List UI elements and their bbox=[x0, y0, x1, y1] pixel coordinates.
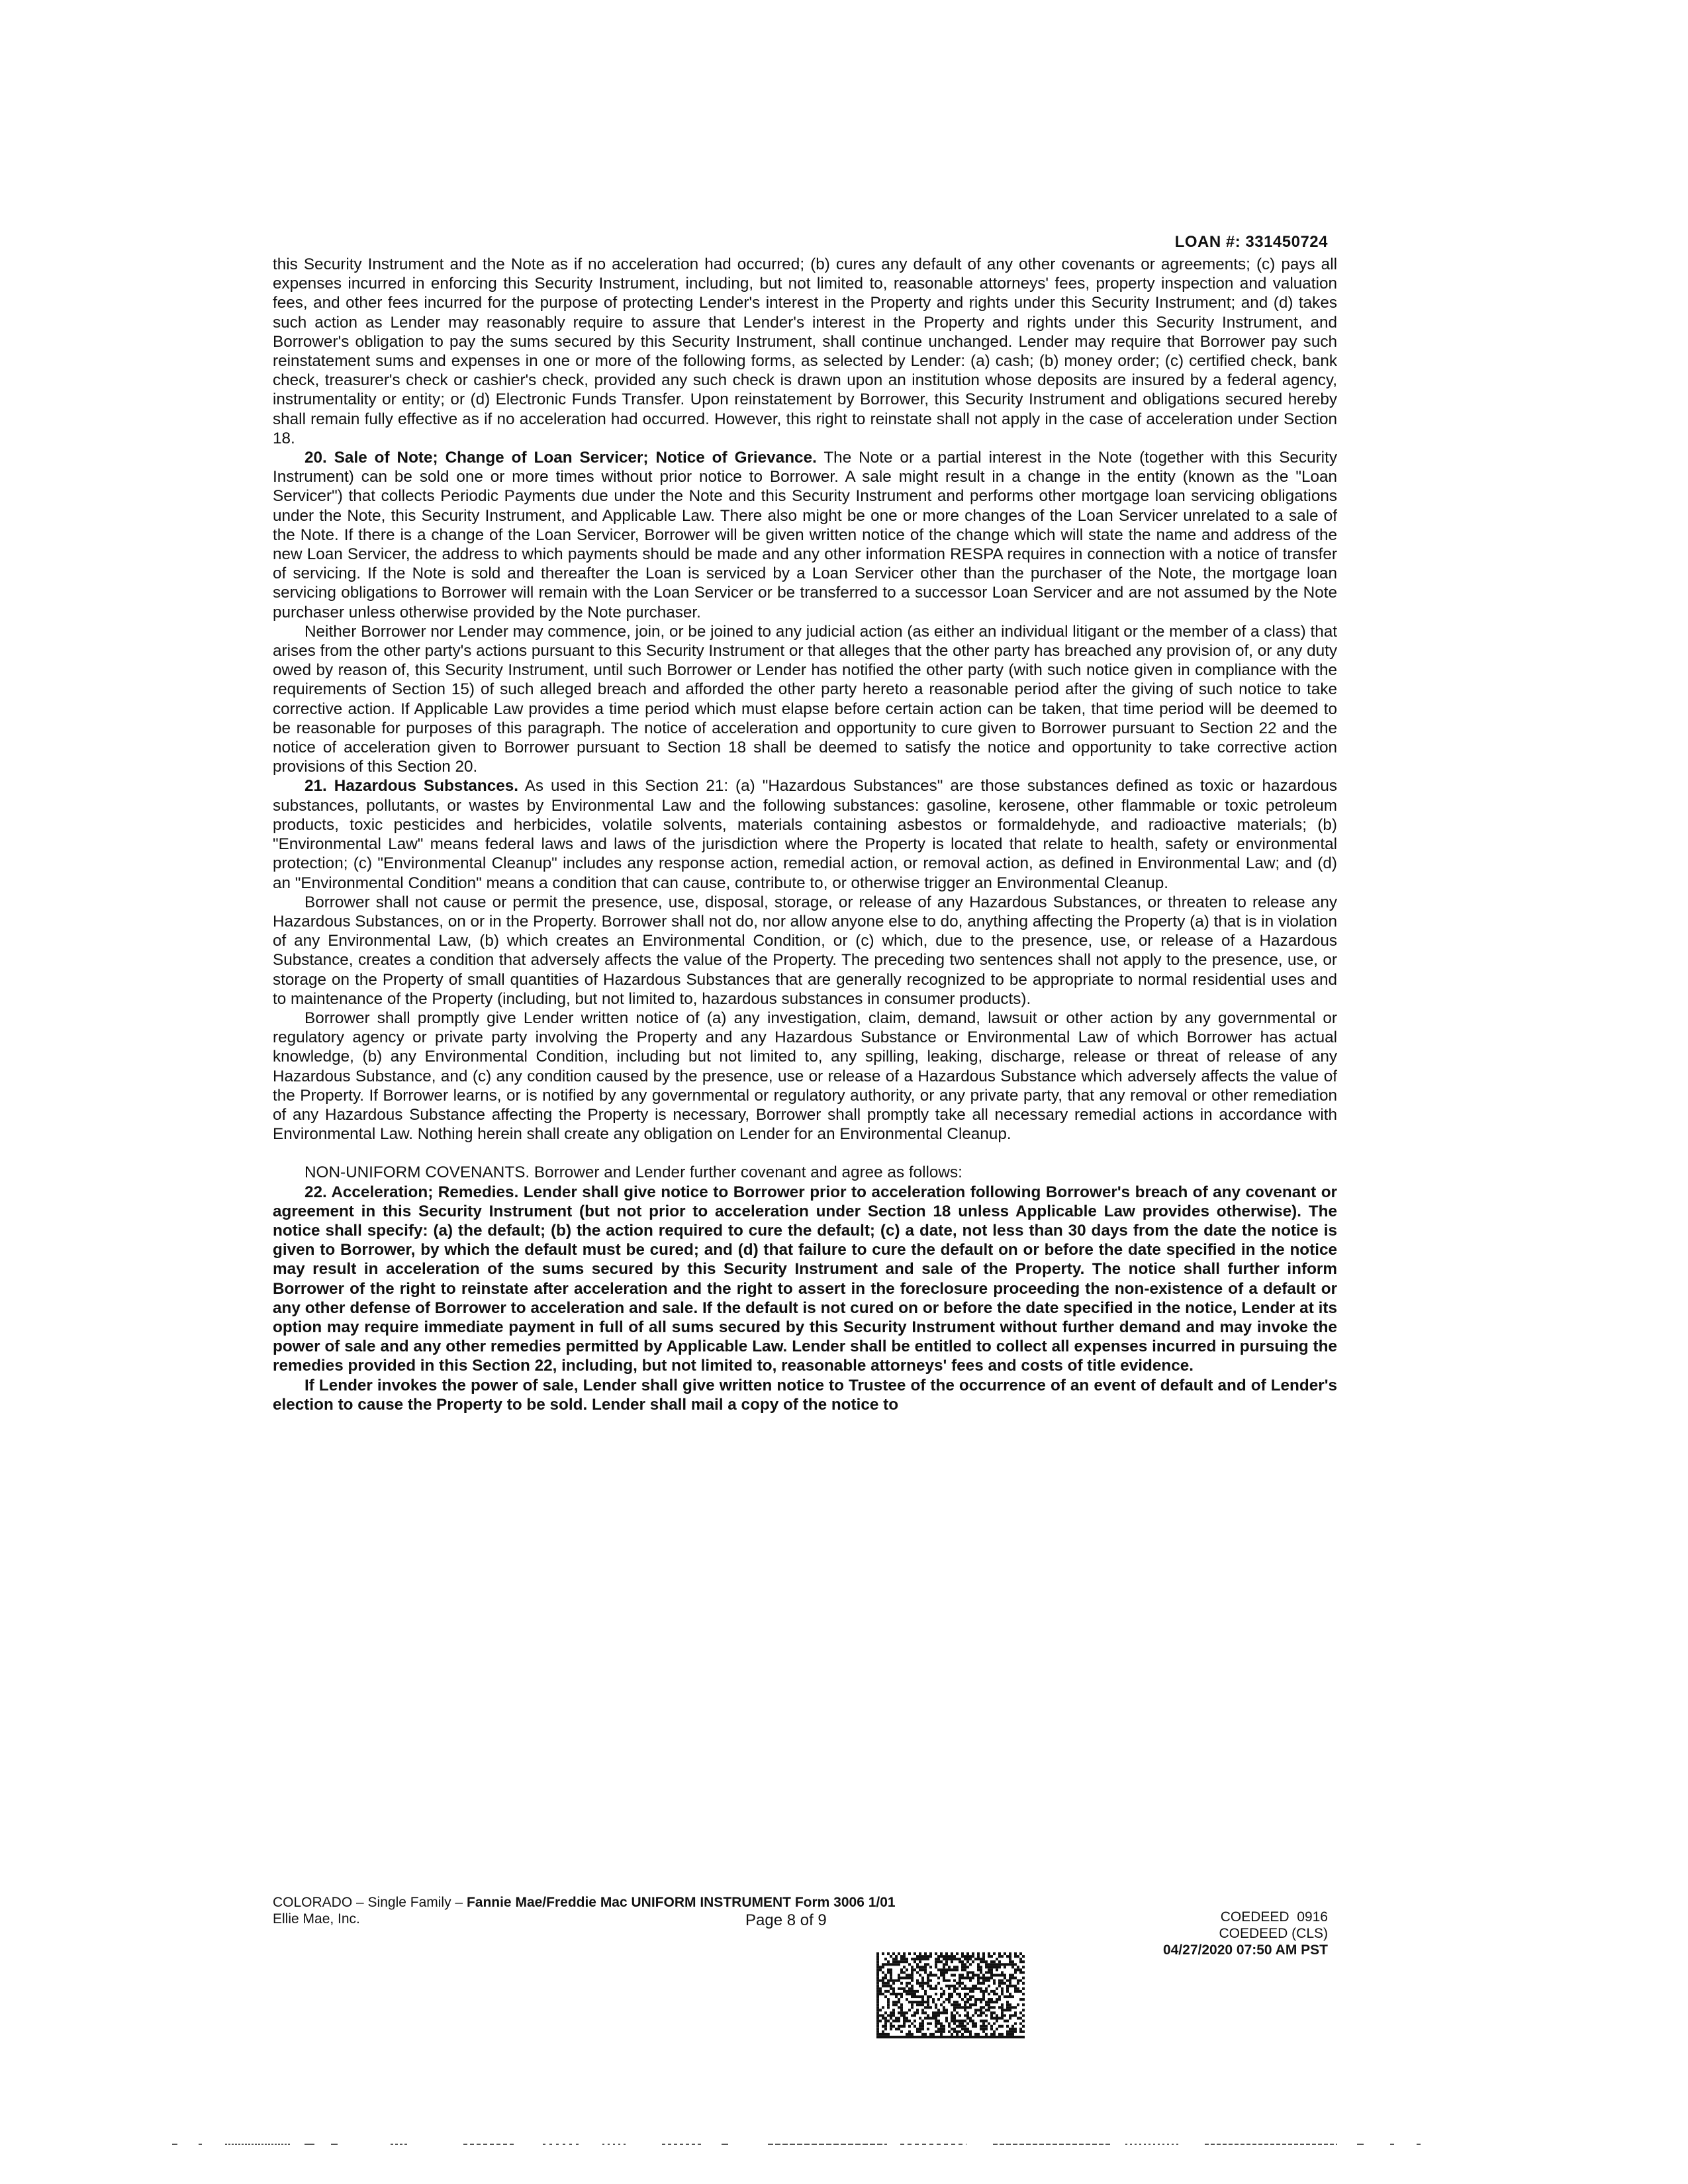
section-21-paragraph bbox=[273, 776, 1337, 892]
form-identifier bbox=[273, 1894, 896, 1911]
section-21-heading: 21. Hazardous Substances. bbox=[305, 777, 519, 796]
non-uniform-covenants: NON-UNIFORM COVENANTS. Borrower and Lender further covenant and agree as follows: bbox=[305, 1163, 962, 1182]
form-state: COLORADO – Single Family – bbox=[273, 1895, 467, 1910]
print-timestamp: 04/27/2020 07:50 AM PST bbox=[1162, 1942, 1328, 1958]
2d-barcode-icon bbox=[876, 1952, 1025, 2038]
section-20-heading: 20. Sale of Note; Change of Loan Servicer; Notice of Grievance. bbox=[305, 449, 817, 467]
scan-artifact-line bbox=[172, 2138, 1443, 2151]
section-22-paragraph: 22. Acceleration; Remedies. Lender shall give notice to Borrower prior to acceleration following Borrower's breach of any covenant or agreement in this Security Instrument (but not prior to acceleration under Section 18 unless Applicable Law provides otherwise). The notice shall specify: (a) the default; (b) the action required to cure the default; (c) a date, not less than 30 days from the date the notice is given to Borrower, by which the default must be cured; and (d) that failure to cure the default on or before the date specified in the notice may result in acceleration of the sums secured by this Security Instrument and sale of the Property. The notice shall further inform Borrower of the right to reinstate after acceleration and the right to assert in the foreclosure proceeding the non-existence of a default or any other defense of Borrower to acceleration and sale. If the default is not cured on or before the date specified in the notice, Lender at its option may require immediate payment in full of all sums secured by this Security Instrument without further demand and may invoke the power of sale and any other remedies permitted by Applicable Law. Lender shall be entitled to collect all expenses incurred in pursuing the remedies provided in this Section 22, including, but not limited to, reasonable attorneys' fees and costs of title evidence. bbox=[273, 1183, 1337, 1375]
page-number: Page 8 of 9 bbox=[745, 1911, 827, 1929]
form-title: Fannie Mae/Freddie Mac UNIFORM INSTRUMENT Form 3006 1/01 bbox=[466, 1895, 896, 1910]
section-20-paragraph bbox=[273, 448, 1337, 622]
section-21-paragraph-3: Borrower shall promptly give Lender written notice of (a) any investigation, claim, demand, lawsuit or other action by any governmental or regulatory agency or private party involving the Property and any Hazardous Substance or Environmental Law of which Borrower has actual knowledge, (b) any Environmental Condition, including but not limited to, any spilling, leaking, discharge, release or threat of release of any Hazardous Substance, and (c) any condition caused by the presence, use or release of a Hazardous Substance which adversely affects the value of the Property. If Borrower learns, or is notified by any governmental or regulatory authority, or any private party, that any removal or other remediation of any Hazardous Substance affecting the Property is necessary, Borrower shall promptly take all necessary remedial actions in accordance with Environmental Law. Nothing herein shall create any obligation on Lender for an Environmental Cleanup. bbox=[273, 1009, 1337, 1144]
company-name: Ellie Mae, Inc. bbox=[273, 1911, 360, 1927]
section-20-paragraph-2: Neither Borrower nor Lender may commence, join, or be joined to any judicial action (as either an individual litigant or the member of a class) that arises from the other party's actions pursuant to this Security Instrument or that alleges that the other party has breached any provision of, or any duty owed by reason of, this Security Instrument, until such Borrower or Lender has notified the other party (with such notice given in compliance with the requirements of Section 15) of such alleged breach and afforded the other party hereto a reasonable period after the giving of such notice to take corrective action. If Applicable Law provides a time period which must elapse before certain action can be taken, that time period will be deemed to be reasonable for purposes of this paragraph. The notice of acceleration and opportunity to cure given to Borrower pursuant to Section 22 and the notice of acceleration given to Borrower pursuant to Section 18 shall be deemed to satisfy the notice and opportunity to take corrective action provisions of this Section 20. bbox=[273, 622, 1337, 776]
loan-number: LOAN #: 331450724 bbox=[1174, 233, 1328, 251]
doc-code-2: COEDEED (CLS) bbox=[1219, 1926, 1328, 1941]
section-20-body: The Note or a partial interest in the Note (together with this Security Instrument) can be sold one or more times without prior notice to Borrower. A sale might result in a change in the entity (known as the "Loan Servicer") that collects Periodic Payments due under the Note and this Security Instrument and performs other mortgage loan servicing obligations under the Note, this Security Instrument, and Applicable Law. There also might be one or more changes of the Loan Servicer unrelated to a sale of the Note. If there is a change of the Loan Servicer, Borrower will be given written notice of the change which will state the name and address of the new Loan Servicer, the address to which payments should be made and any other information RESPA requires in connection with a notice of transfer of servicing. If the Note is sold and thereafter the Loan is serviced by a Loan Servicer other than the purchaser of the Note, the mortgage loan servicing obligations to Borrower will remain with the Loan Servicer or be transferred to a successor Loan Servicer and are not assumed by the Note purchaser unless otherwise provided by the Note purchaser. bbox=[273, 449, 1337, 621]
section-21-paragraph-2: Borrower shall not cause or permit the presence, use, disposal, storage, or release of any Hazardous Substances, or threaten to release any Hazardous Substances, on or in the Property. Borrower shall not do, nor allow anyone else to do, anything affecting the Property (a) that is in violation of any Environmental Law, (b) which creates an Environmental Condition, or (c) which, due to the presence, use, or release of a Hazardous Substance, creates a condition that adversely affects the value of the Property. The preceding two sentences shall not apply to the presence, use, or storage on the Property of small quantities of Hazardous Substances that are generally recognized to be appropriate to normal residential uses and to maintenance of the Property (including, but not limited to, hazardous substances in consumer products). bbox=[273, 893, 1337, 1008]
doc-code-1: COEDEED 0916 bbox=[1220, 1909, 1328, 1925]
paragraph-reinstatement-cont: this Security Instrument and the Note as if no acceleration had occurred; (b) cures any default of any other covenants or agreements; (c) pays all expenses incurred in enforcing this Security Instrument, including, but not limited to, reasonable attorneys' fees, property inspection and valuation fees, and other fees incurred for the purpose of protecting Lender's interest in the Property and rights under this Security Instrument; and (d) takes such action as Lender may reasonably require to assure that Lender's interest in the Property and rights under this Security Instrument, and Borrower's obligation to pay the sums secured by this Security Instrument, shall continue unchanged. Lender may require that Borrower pay such reinstatement sums and expenses in one or more of the following forms, as selected by Lender: (a) cash; (b) money order; (c) certified check, bank check, treasurer's check or cashier's check, provided any such check is drawn upon an institution whose deposits are insured by a federal agency, instrumentality or entity; or (d) Electronic Funds Transfer. Upon reinstatement by Borrower, this Security Instrument and obligations secured hereby shall remain fully effective as if no acceleration had occurred. However, this right to reinstate shall not apply in the case of acceleration under Section 18. bbox=[273, 255, 1337, 447]
document-body bbox=[273, 255, 1337, 1414]
section-22-paragraph-2: If Lender invokes the power of sale, Lender shall give written notice to Trustee of the occurrence of an event of default and of Lender's election to cause the Property to be sold. Lender shall mail a copy of the notice to bbox=[273, 1376, 1337, 1414]
footer-codes bbox=[1163, 1909, 1328, 1958]
section-21-body: As used in this Section 21: (a) "Hazardous Substances" are those substances defined as toxic or hazardous substances, pollutants, or wastes by Environmental Law and the following substances: gasoline, kerosene, other flammable or toxic petroleum products, toxic pesticides and herbicides, volatile solvents, materials containing asbestos or formaldehyde, and radioactive materials; (b) "Environmental Law" means federal laws and laws of the jurisdiction where the Property is located that relate to health, safety or environmental protection; (c) "Environmental Cleanup" includes any response action, remedial action, or removal action, as defined in Environmental Law; and (d) an "Environmental Condition" means a condition that can cause, contribute to, or otherwise trigger an Environmental Cleanup. bbox=[273, 777, 1337, 892]
